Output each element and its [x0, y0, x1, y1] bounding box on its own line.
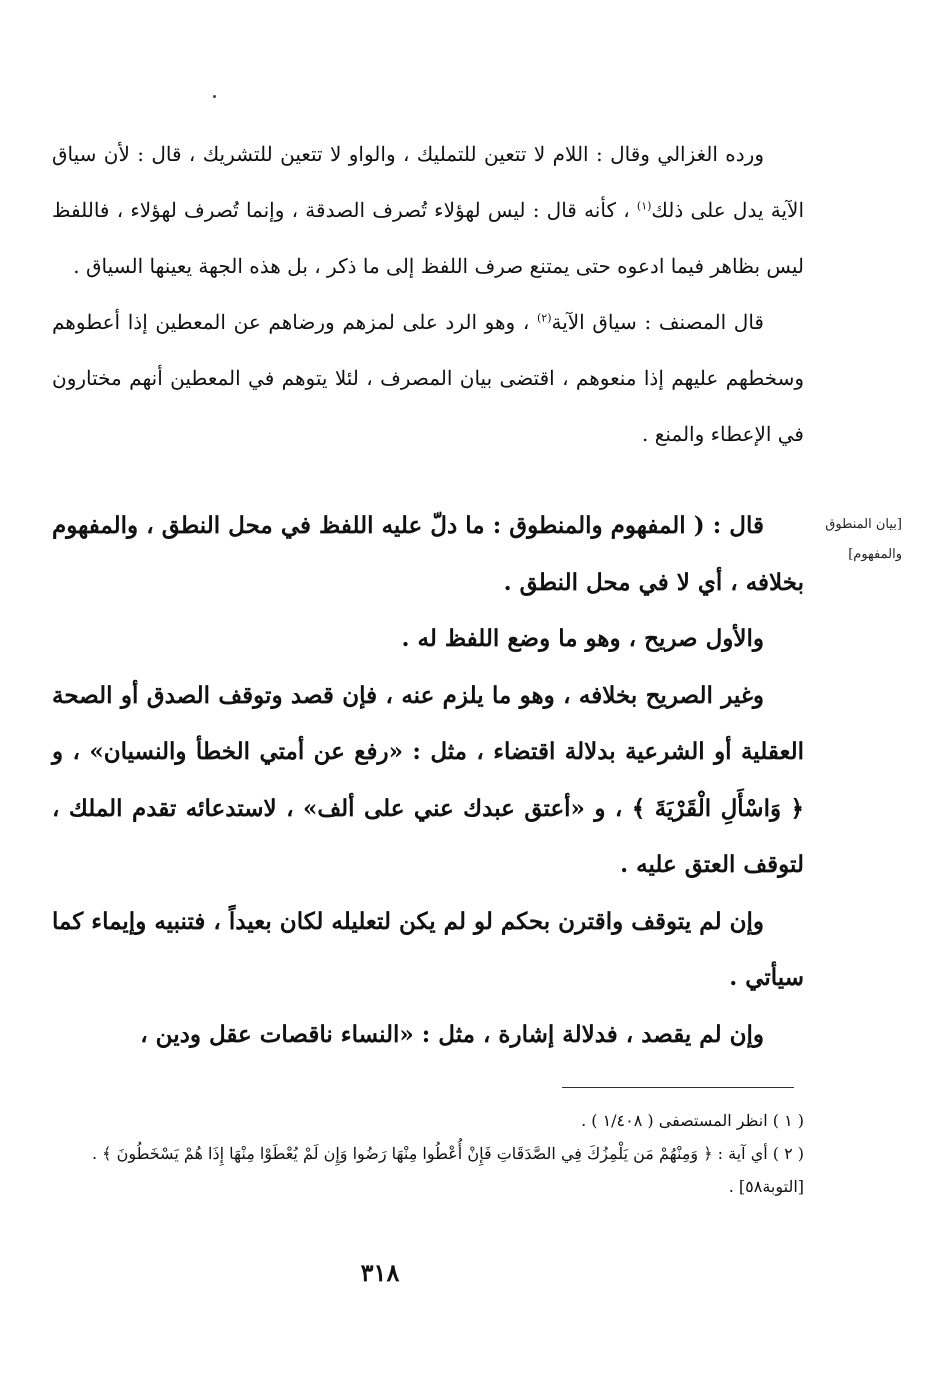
bold-paragraph-3: وغير الصريح بخلافه ، وهو ما يلزم عنه ، فإن قصد وتوقف الصدق أو الصحة العقلية أو الشرعية بدلالة اقتضاء ، مثل : «رفع عن أمتي الخطأ والنسيان» ، و ﴿ وَاسْأَلِ الْقَرْيَةَ ﴾ ، و «أعتق عبدك عني على ألف» ، لاستدعائه تقدم الملك ، لتوقف العتق عليه .: [52, 681, 804, 878]
footnotes-section: [52, 1104, 804, 1203]
footnote-ref-2[interactable]: (٢): [536, 311, 552, 325]
paragraph-1: ورده الغزالي وقال : اللام لا تتعين للتمليك ، والواو لا تتعين للتشريك ، قال : لأن سياق الآية يدل على ذلك$^{(١)}$ ، كأنه قال : ليس لهؤلاء تُصرف الصدقة ، وإنما تُصرف لهؤلاء ، فاللفظ ليس بظاهر فيما ادعوه حتى يمتنع صرف اللفظ إلى ما ذكر ، بل هذه الجهة يعينها السياق .: [52, 142, 805, 278]
footnote-ref-1[interactable]: (١): [636, 199, 652, 213]
bold-matn-text: [52, 498, 804, 1063]
footnote-2: ( ٢ ) أي آية : ﴿ وَمِنْهُمْ مَن يَلْمِزُكَ فِي الصَّدَقَاتِ فَإِنْ أُعْطُوا مِنْهَا رَضُوا وَإِن لَمْ يُعْطَوْا مِنْهَا إِذَا هُمْ يَسْخَطُونَ ﴾ . [التوبة٥٨] .: [91, 1144, 804, 1196]
scan-dot: [213, 95, 216, 98]
margin-note-line-1: [بيان المنطوق: [825, 517, 902, 532]
plain-commentary-text: [52, 126, 804, 462]
paragraph-2: قال المصنف : سياق الآية$^{(٢)}$ ، وهو الرد على لمزهم ورضاهم عن المعطين إذا أعطوهم وسخطهم عليهم إذا منعوهم ، اقتضى بيان المصرف ، لئلا يتوهم في المعطين أنهم مختارون في الإعطاء والمنع .: [52, 310, 804, 446]
bold-paragraph-5: وإن لم يقصد ، فدلالة إشارة ، مثل : «النساء ناقصات عقل ودين ،: [140, 1020, 764, 1048]
bold-paragraph-1: قال : ( المفهوم والمنطوق : ما دلّ عليه اللفظ في محل النطق ، والمفهوم بخلافه ، أي لا في محل النطق .: [52, 512, 804, 596]
bold-paragraph-2: والأول صريح ، وهو ما وضع اللفظ له .: [401, 625, 764, 652]
bold-paragraph-4: وإن لم يتوقف واقترن بحكم لو لم يكن لتعليله لكان بعيداً ، فتنبيه وإيماء كما سيأتي .: [52, 907, 804, 991]
page-number: ٣١٨: [360, 1258, 400, 1287]
footnote-1: ( ١ ) انظر المستصفى ( ١/٤٠٨ ) .: [581, 1111, 804, 1130]
margin-note-line-2: والمفهوم]: [848, 547, 902, 562]
footnote-separator: [562, 1087, 794, 1088]
margin-heading-note: [812, 510, 902, 570]
